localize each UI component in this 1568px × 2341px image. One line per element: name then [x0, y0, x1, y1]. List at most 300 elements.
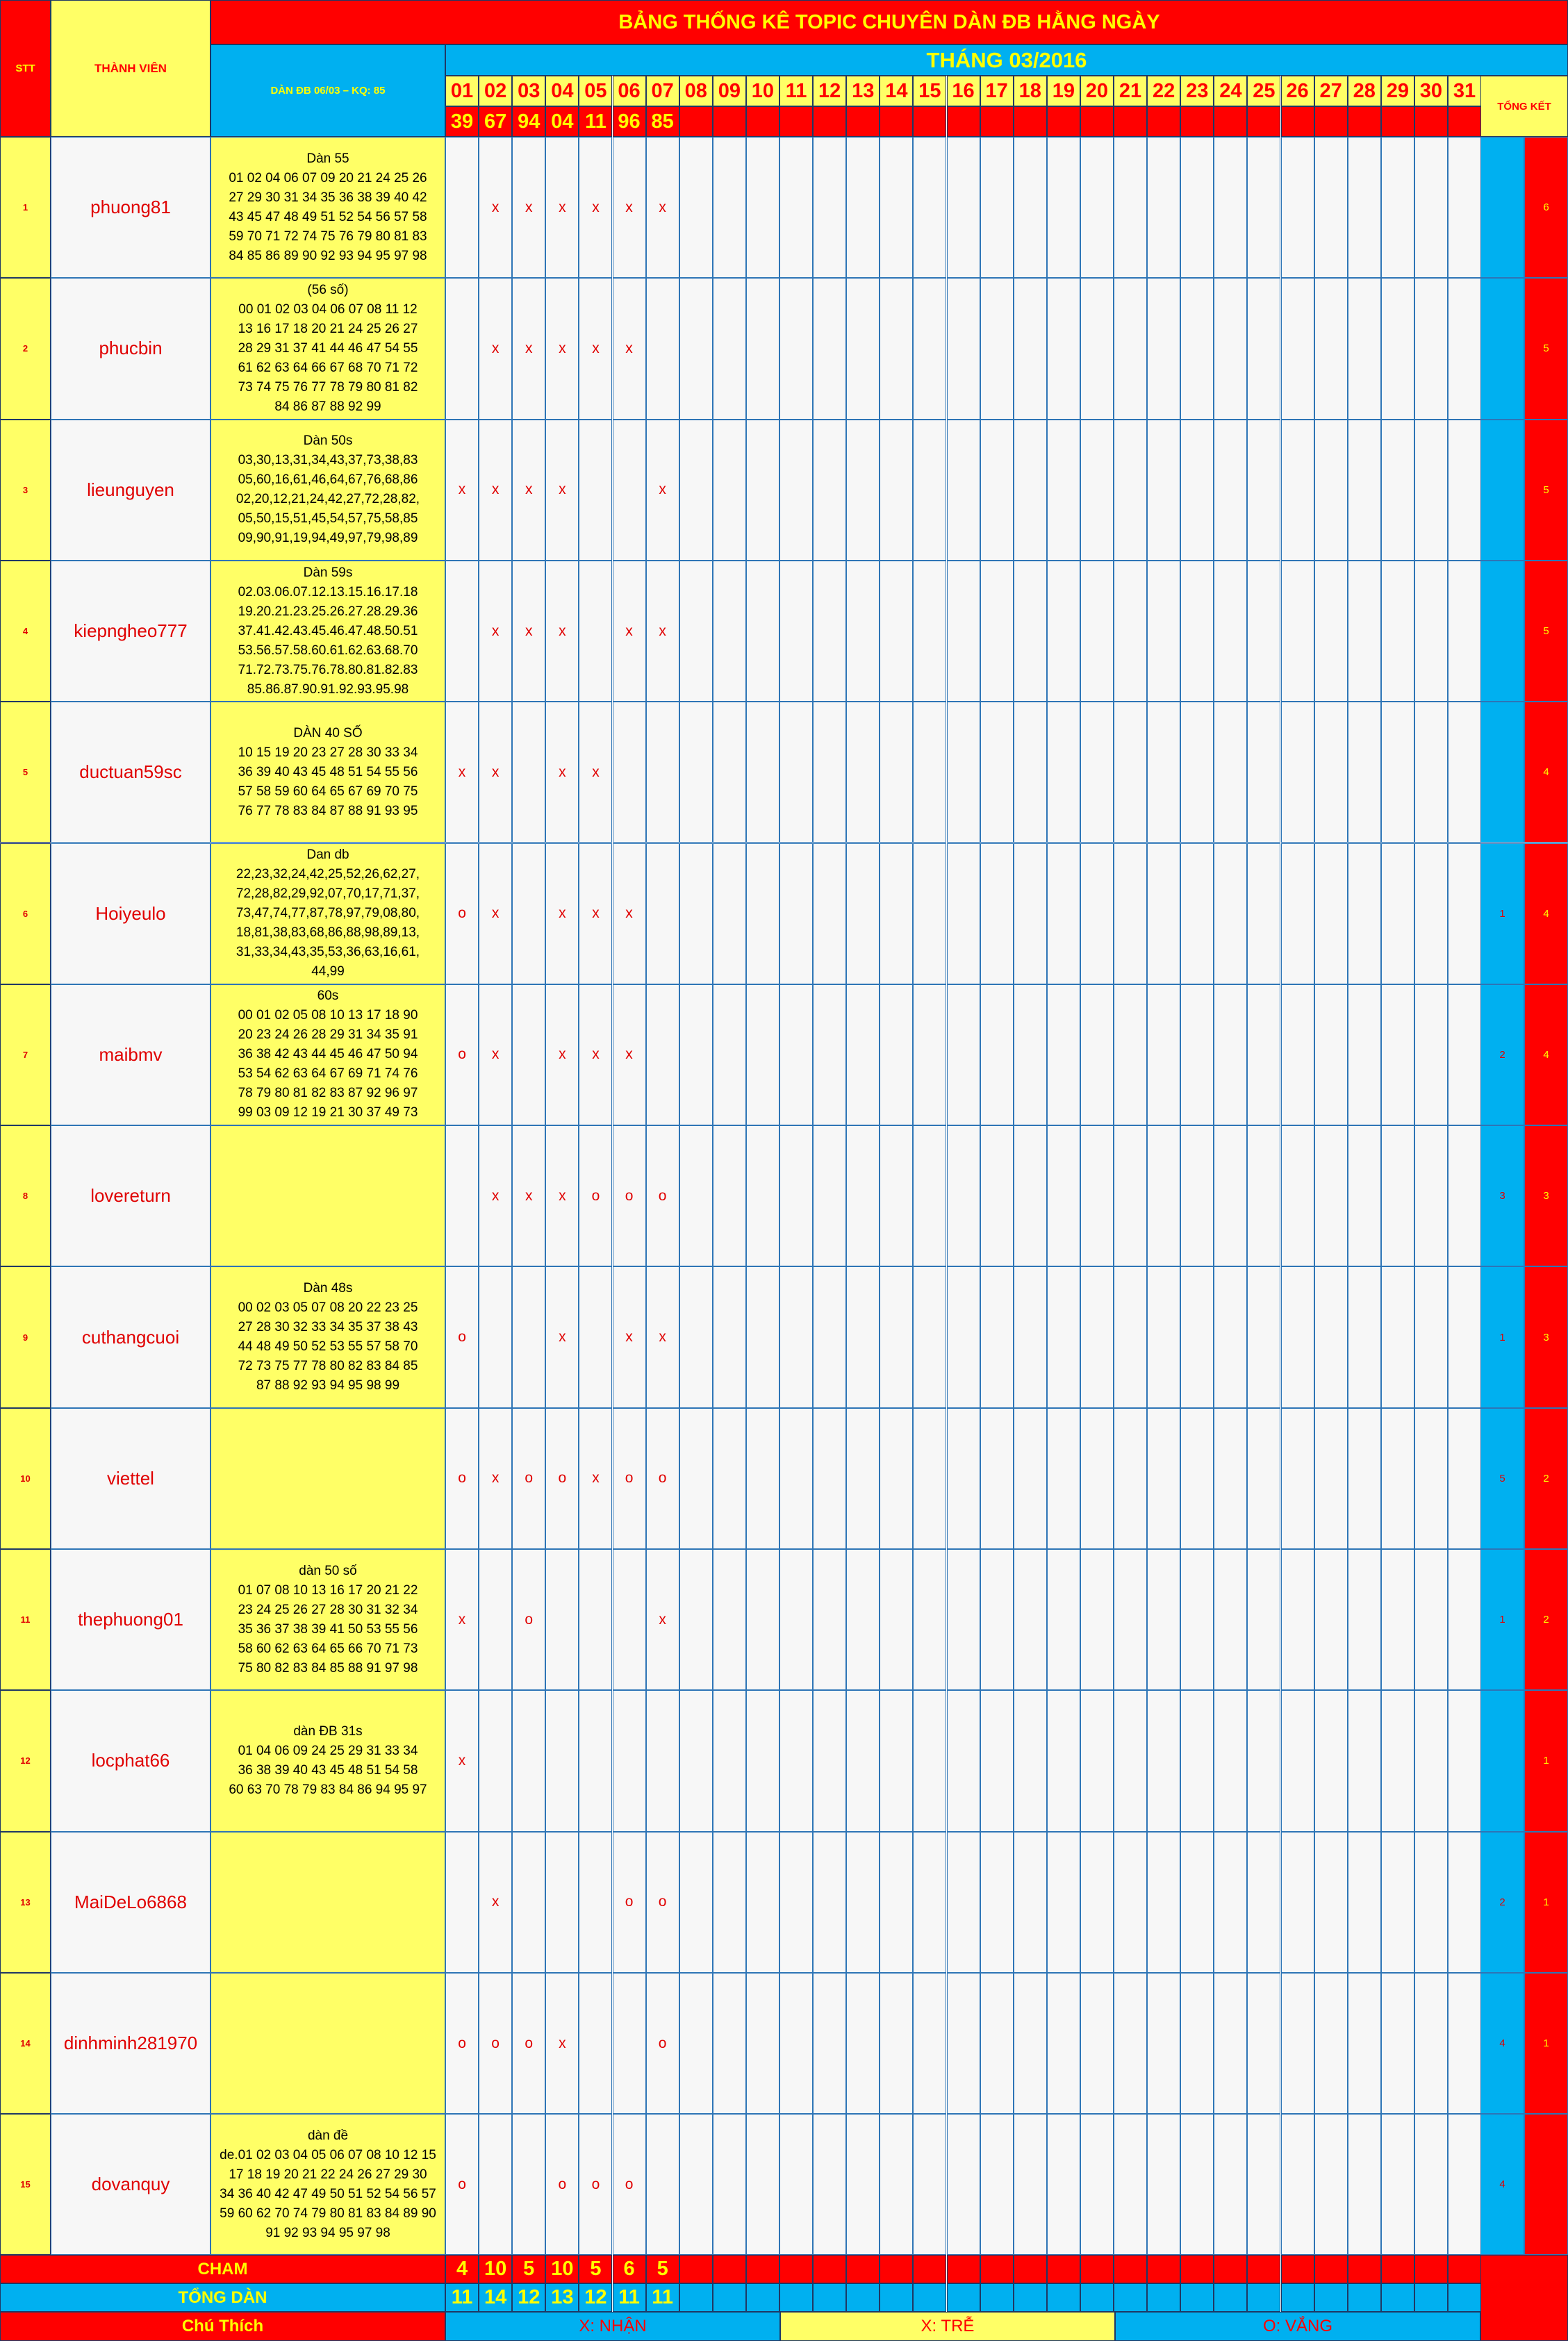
day-mark — [1180, 1408, 1214, 1549]
day-mark: x — [479, 843, 512, 984]
day-mark: o — [545, 1408, 579, 1549]
day-mark: o — [613, 1832, 646, 1973]
day-mark — [579, 1549, 612, 1690]
day-mark: x — [445, 420, 479, 561]
dan-line: 27 28 30 32 33 34 35 37 38 43 — [238, 1320, 418, 1335]
day-mark — [1214, 1408, 1247, 1549]
member-name: locphat66 — [51, 1690, 211, 1831]
day-header: 12 — [813, 76, 846, 106]
day-mark: o — [445, 1973, 479, 2114]
row-stt: 10 — [0, 1408, 51, 1549]
day-header: 28 — [1348, 76, 1381, 106]
day-mark — [512, 1266, 545, 1407]
day-mark — [813, 1690, 846, 1831]
day-mark — [1147, 702, 1180, 843]
day-mark — [1247, 2114, 1280, 2255]
day-mark — [1114, 1973, 1147, 2114]
day-mark — [880, 561, 913, 702]
day-mark — [1314, 561, 1348, 702]
dan-line: 73 74 75 76 77 78 79 80 81 82 — [238, 379, 418, 395]
day-mark — [646, 1690, 679, 1831]
day-mark — [579, 420, 612, 561]
day-mark: o — [613, 1125, 646, 1266]
day-mark — [980, 843, 1014, 984]
dan-line: 91 92 93 94 95 97 98 — [265, 2225, 390, 2240]
day-mark — [913, 1973, 946, 2114]
day-result: 11 — [579, 106, 612, 137]
day-mark — [779, 1125, 813, 1266]
day-mark — [1147, 1549, 1180, 1690]
day-mark — [1147, 1973, 1180, 2114]
day-mark: x — [445, 702, 479, 843]
dan-line: Dàn 48s — [303, 1281, 353, 1296]
tongdan-label: TỔNG DÀN — [0, 2283, 445, 2312]
dan-cell — [211, 1973, 445, 2114]
day-mark — [1080, 561, 1114, 702]
day-result — [1114, 106, 1147, 137]
day-header: 10 — [746, 76, 779, 106]
day-mark — [980, 984, 1014, 1125]
day-mark — [947, 278, 980, 419]
day-mark: o — [512, 1549, 545, 1690]
day-mark — [679, 984, 713, 1125]
day-mark — [1080, 1973, 1114, 2114]
day-mark — [1381, 984, 1414, 1125]
day-mark — [679, 1266, 713, 1407]
day-mark — [646, 2114, 679, 2255]
day-mark — [880, 1266, 913, 1407]
day-mark — [813, 137, 846, 278]
day-mark — [1448, 702, 1481, 843]
day-mark — [1214, 702, 1247, 843]
cham-value — [1314, 2255, 1348, 2283]
dan-line: (56 số) — [307, 282, 349, 297]
day-mark — [880, 1832, 913, 1973]
day-mark — [746, 1266, 779, 1407]
day-mark — [1414, 702, 1448, 843]
dan-cell — [211, 984, 445, 1125]
dan-line: 18,81,38,83,68,86,88,98,89,13, — [236, 925, 420, 941]
dan-line: 37.41.42.43.45.46.47.48.50.51 — [238, 623, 418, 638]
day-mark — [679, 1549, 713, 1690]
day-mark — [1281, 984, 1314, 1125]
tongdan-value — [1414, 2283, 1448, 2312]
member-name: MaiDeLo6868 — [51, 1832, 211, 1973]
day-mark — [813, 1266, 846, 1407]
day-mark — [1348, 1408, 1381, 1549]
day-mark — [1314, 702, 1348, 843]
day-mark — [980, 1266, 1014, 1407]
row-stt: 1 — [0, 137, 51, 278]
day-mark — [1348, 984, 1381, 1125]
member-name: cuthangcuoi — [51, 1266, 211, 1407]
dan-line: dàn ĐB 31s — [293, 1723, 363, 1739]
dan-cell — [211, 561, 445, 702]
cham-value: 5 — [512, 2255, 545, 2283]
day-mark: x — [613, 984, 646, 1125]
day-mark — [713, 137, 746, 278]
day-mark — [1014, 984, 1047, 1125]
day-mark — [947, 1408, 980, 1549]
day-mark — [1448, 1266, 1481, 1407]
day-mark — [1414, 1549, 1448, 1690]
day-mark — [1381, 1408, 1414, 1549]
day-mark — [846, 420, 880, 561]
day-mark — [1147, 1266, 1180, 1407]
day-mark — [1214, 984, 1247, 1125]
day-mark — [880, 984, 913, 1125]
day-mark — [1047, 137, 1080, 278]
o-total — [1480, 1690, 1524, 1831]
dan-line: 03,30,13,31,34,43,37,73,38,83 — [238, 453, 418, 468]
day-mark — [913, 1125, 946, 1266]
tongdan-value: 11 — [445, 2283, 479, 2312]
day-mark — [1214, 1125, 1247, 1266]
day-mark: x — [579, 278, 612, 419]
day-mark: x — [479, 984, 512, 1125]
dan-line: 57 58 59 60 64 65 67 69 70 75 — [238, 784, 418, 799]
cham-value: 4 — [445, 2255, 479, 2283]
cham-value — [1047, 2255, 1080, 2283]
dan-line: 17 18 19 20 21 22 24 26 27 29 30 — [229, 2167, 427, 2182]
o-total: 2 — [1480, 984, 1524, 1125]
day-mark — [679, 1690, 713, 1831]
day-mark — [1147, 1690, 1180, 1831]
day-mark — [913, 984, 946, 1125]
day-mark — [746, 843, 779, 984]
day-mark — [545, 1690, 579, 1831]
day-mark — [1114, 1832, 1147, 1973]
dan-line: 02,20,12,21,24,42,27,72,28,82, — [236, 492, 420, 507]
day-mark — [579, 561, 612, 702]
day-mark — [1247, 278, 1280, 419]
day-mark — [1348, 2114, 1381, 2255]
x-total: 4 — [1524, 984, 1568, 1125]
day-mark — [479, 1690, 512, 1831]
day-mark — [1314, 1973, 1348, 2114]
dan-line: 31,33,34,43,35,53,36,63,16,61, — [236, 945, 420, 960]
member-name: dinhminh281970 — [51, 1973, 211, 2114]
day-mark — [1147, 843, 1180, 984]
day-mark: x — [613, 278, 646, 419]
day-mark — [746, 1973, 779, 2114]
day-mark — [1114, 702, 1147, 843]
day-result — [1147, 106, 1180, 137]
day-mark — [1381, 1973, 1414, 2114]
day-mark — [679, 1832, 713, 1973]
day-header: 21 — [1114, 76, 1147, 106]
day-mark — [813, 2114, 846, 2255]
day-header: 18 — [1014, 76, 1047, 106]
tongdan-value — [1114, 2283, 1147, 2312]
dan-line: 34 36 40 42 47 49 50 51 52 54 56 57 — [220, 2186, 436, 2201]
day-mark — [813, 984, 846, 1125]
day-header: 01 — [445, 76, 479, 106]
day-mark — [779, 1408, 813, 1549]
day-mark — [779, 1973, 813, 2114]
day-mark — [846, 1125, 880, 1266]
day-mark — [1281, 2114, 1314, 2255]
day-mark — [1047, 420, 1080, 561]
day-mark — [880, 1408, 913, 1549]
tongdan-value — [1214, 2283, 1247, 2312]
day-mark — [746, 1832, 779, 1973]
day-mark — [1381, 137, 1414, 278]
dan-line: 59 70 71 72 74 75 76 79 80 81 83 — [229, 229, 427, 244]
day-mark — [1281, 137, 1314, 278]
day-mark — [1047, 984, 1080, 1125]
day-header: 23 — [1180, 76, 1214, 106]
day-mark — [1348, 1266, 1381, 1407]
o-total — [1480, 702, 1524, 843]
day-mark — [1214, 278, 1247, 419]
day-mark — [1348, 1832, 1381, 1973]
day-mark — [913, 1690, 946, 1831]
tongdan-value: 14 — [479, 2283, 512, 2312]
day-result — [1014, 106, 1047, 137]
day-mark — [779, 984, 813, 1125]
day-mark: x — [579, 984, 612, 1125]
day-mark — [1147, 420, 1180, 561]
tongdan-value — [813, 2283, 846, 2312]
day-mark — [1014, 420, 1047, 561]
day-mark — [1047, 1266, 1080, 1407]
day-mark — [1180, 1690, 1214, 1831]
day-mark — [1247, 1408, 1280, 1549]
day-mark — [1180, 1832, 1214, 1973]
row-stt: 14 — [0, 1973, 51, 2114]
dan-cell — [211, 702, 445, 843]
day-mark — [1348, 1125, 1381, 1266]
day-mark — [846, 561, 880, 702]
day-header: 08 — [679, 76, 713, 106]
dan-line: 53 54 62 63 64 67 69 71 74 76 — [238, 1066, 418, 1082]
day-mark — [980, 1973, 1014, 2114]
day-mark — [679, 561, 713, 702]
day-mark: x — [613, 561, 646, 702]
day-mark — [1047, 278, 1080, 419]
tongdan-value — [1247, 2283, 1280, 2312]
day-mark — [1114, 137, 1147, 278]
day-mark — [713, 1266, 746, 1407]
day-result — [846, 106, 880, 137]
dan-cell — [211, 137, 445, 278]
day-mark: o — [579, 1125, 612, 1266]
day-mark — [1147, 1832, 1180, 1973]
dan-header: DÀN ĐB 06/03 – KQ: 85 — [211, 44, 445, 137]
dan-line: 22,23,32,24,42,25,52,26,62,27, — [236, 867, 420, 882]
tongdan-value: 12 — [512, 2283, 545, 2312]
day-header: 06 — [613, 76, 646, 106]
day-mark: o — [646, 1408, 679, 1549]
dan-line: 59 60 62 70 74 79 80 81 83 84 89 90 — [220, 2206, 436, 2221]
day-mark — [1114, 1690, 1147, 1831]
day-mark — [947, 1690, 980, 1831]
day-result: 96 — [613, 106, 646, 137]
x-total: 6 — [1524, 137, 1568, 278]
day-mark — [713, 561, 746, 702]
tongdan-value — [980, 2283, 1014, 2312]
day-mark — [779, 1266, 813, 1407]
dan-line: 01 07 08 10 13 16 17 20 21 22 — [238, 1582, 418, 1598]
day-mark — [1414, 561, 1448, 702]
day-mark — [679, 1125, 713, 1266]
day-mark — [1281, 702, 1314, 843]
day-mark — [947, 1973, 980, 2114]
day-mark — [1348, 702, 1381, 843]
day-mark — [1381, 1690, 1414, 1831]
day-mark — [913, 278, 946, 419]
day-mark: o — [445, 1408, 479, 1549]
day-result — [746, 106, 779, 137]
day-header: 07 — [646, 76, 679, 106]
day-mark — [880, 1973, 913, 2114]
cham-value — [1014, 2255, 1047, 2283]
dan-line: 01 04 06 09 24 25 29 31 33 34 — [238, 1743, 418, 1758]
day-mark — [646, 702, 679, 843]
day-mark — [1047, 1549, 1080, 1690]
dan-cell — [211, 1125, 445, 1266]
day-mark: x — [545, 984, 579, 1125]
day-mark — [1047, 1973, 1080, 2114]
day-mark — [1314, 1266, 1348, 1407]
day-header: 17 — [980, 76, 1014, 106]
day-mark — [1281, 1973, 1314, 2114]
day-mark — [846, 984, 880, 1125]
day-mark — [1247, 137, 1280, 278]
legend-label: Chú Thích — [0, 2312, 445, 2341]
day-mark — [1281, 561, 1314, 702]
day-mark: x — [479, 1832, 512, 1973]
cham-value — [713, 2255, 746, 2283]
tongdan-value — [1281, 2283, 1314, 2312]
day-mark — [880, 1690, 913, 1831]
dan-line: 20 23 24 26 28 29 31 34 35 91 — [238, 1027, 418, 1043]
day-mark — [1147, 278, 1180, 419]
o-total: 4 — [1480, 1973, 1524, 2114]
day-mark — [1381, 702, 1414, 843]
day-mark — [1014, 1549, 1047, 1690]
day-mark — [980, 1125, 1014, 1266]
dan-line: 84 85 86 89 90 92 93 94 95 97 98 — [229, 248, 427, 263]
cham-value — [1180, 2255, 1214, 2283]
day-mark — [1381, 843, 1414, 984]
day-header: 27 — [1314, 76, 1348, 106]
day-mark — [1414, 984, 1448, 1125]
row-stt: 8 — [0, 1125, 51, 1266]
day-mark — [1314, 2114, 1348, 2255]
dan-line: dàn đề — [307, 2128, 349, 2143]
day-mark — [1247, 843, 1280, 984]
day-mark — [1414, 1408, 1448, 1549]
day-mark — [947, 1125, 980, 1266]
day-mark — [1214, 1973, 1247, 2114]
day-mark — [1381, 278, 1414, 419]
dan-line: 72,28,82,29,92,07,70,17,71,37, — [236, 886, 420, 902]
member-name: lovereturn — [51, 1125, 211, 1266]
day-mark — [512, 984, 545, 1125]
day-mark — [980, 1549, 1014, 1690]
day-result — [980, 106, 1014, 137]
day-mark — [646, 843, 679, 984]
day-mark — [980, 1408, 1014, 1549]
day-result — [1047, 106, 1080, 137]
dan-line: 05,60,16,61,46,64,67,76,68,86 — [238, 472, 418, 488]
day-mark — [980, 420, 1014, 561]
day-mark — [445, 137, 479, 278]
day-mark — [880, 843, 913, 984]
tongdan-value — [1348, 2283, 1381, 2312]
dan-line: 99 03 09 12 19 21 30 37 49 73 — [238, 1105, 418, 1120]
day-mark: o — [445, 984, 479, 1125]
day-header: 09 — [713, 76, 746, 106]
day-mark: x — [545, 420, 579, 561]
day-mark — [512, 702, 545, 843]
day-mark — [613, 1549, 646, 1690]
day-mark — [1147, 137, 1180, 278]
row-stt: 5 — [0, 702, 51, 843]
day-mark — [779, 1690, 813, 1831]
cham-value — [1147, 2255, 1180, 2283]
day-mark: x — [545, 702, 579, 843]
day-mark — [579, 1690, 612, 1831]
x-total: 3 — [1524, 1125, 1568, 1266]
day-result — [1281, 106, 1314, 137]
day-mark — [445, 278, 479, 419]
tongdan-value — [947, 2283, 980, 2312]
day-mark — [1348, 420, 1381, 561]
day-mark — [846, 2114, 880, 2255]
cham-value — [1448, 2255, 1481, 2283]
day-mark — [1080, 1408, 1114, 1549]
dan-line: 00 01 02 03 04 06 07 08 11 12 — [238, 301, 418, 317]
dan-line: 01 02 04 06 07 09 20 21 24 25 26 — [229, 170, 427, 185]
legend-x-tre: X: TRỄ — [780, 2312, 1115, 2341]
day-mark — [1114, 1408, 1147, 1549]
tongdan-value — [1314, 2283, 1348, 2312]
row-stt: 3 — [0, 420, 51, 561]
dan-cell — [211, 1266, 445, 1407]
x-total: 5 — [1524, 561, 1568, 702]
dan-line: 87 88 92 93 94 95 98 99 — [256, 1378, 400, 1393]
cham-value — [1114, 2255, 1147, 2283]
row-stt: 2 — [0, 278, 51, 419]
day-mark — [1448, 1408, 1481, 1549]
day-mark — [1314, 420, 1348, 561]
day-mark — [880, 1125, 913, 1266]
day-mark: x — [545, 1973, 579, 2114]
day-header: 19 — [1047, 76, 1080, 106]
day-mark — [846, 1549, 880, 1690]
day-mark — [1047, 1125, 1080, 1266]
dan-line: 36 38 42 43 44 45 46 47 50 94 — [238, 1047, 418, 1062]
dan-line: Dan db — [306, 847, 349, 863]
day-mark — [1180, 420, 1214, 561]
day-mark — [1114, 984, 1147, 1125]
day-mark — [1247, 984, 1280, 1125]
o-total — [1480, 278, 1524, 419]
day-mark: x — [479, 1408, 512, 1549]
tongdan-value — [880, 2283, 913, 2312]
o-total — [1480, 420, 1524, 561]
day-mark — [1080, 137, 1114, 278]
day-mark: x — [613, 137, 646, 278]
tongdan-value — [1014, 2283, 1047, 2312]
o-total — [1480, 137, 1524, 278]
day-mark — [679, 137, 713, 278]
day-mark: x — [512, 278, 545, 419]
day-mark — [679, 1408, 713, 1549]
